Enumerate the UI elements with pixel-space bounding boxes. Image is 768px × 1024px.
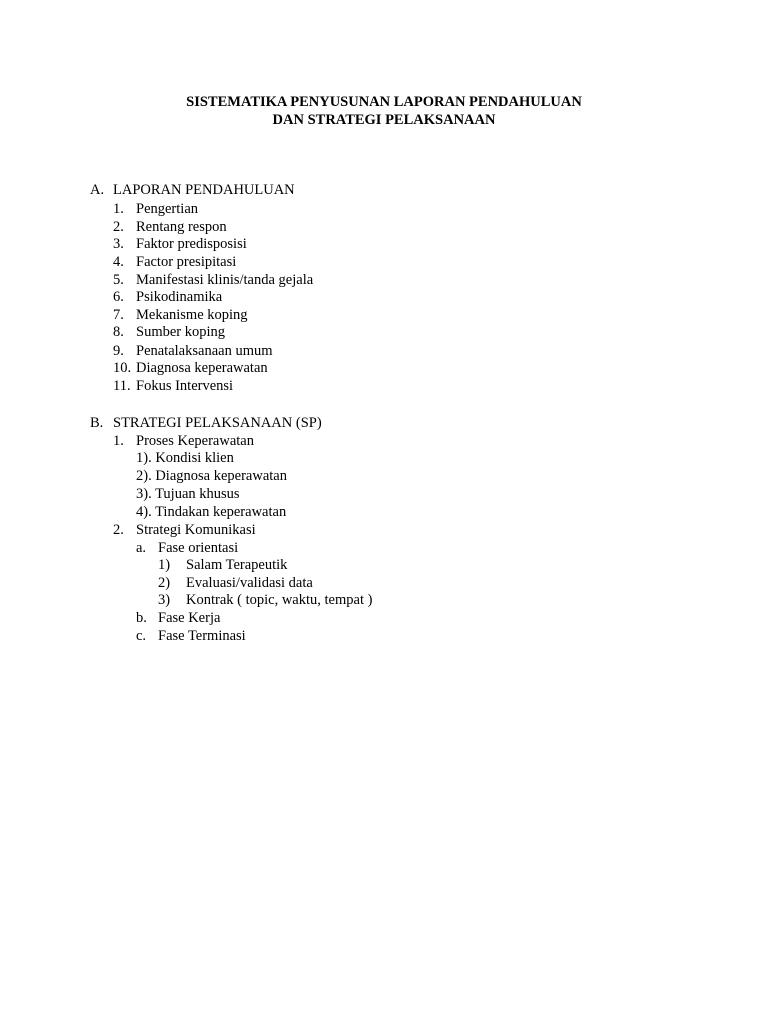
list-item-number: 2. bbox=[113, 522, 124, 538]
list-item-number: 6. bbox=[113, 289, 124, 305]
list-item: Penatalaksanaan umum bbox=[136, 343, 273, 359]
list-item-number: 1. bbox=[113, 433, 124, 449]
section-a-heading: LAPORAN PENDAHULUAN bbox=[113, 182, 295, 198]
sub-list-item: 4). Tindakan keperawatan bbox=[136, 504, 287, 520]
sub-list-item: 2). Diagnosa keperawatan bbox=[136, 468, 287, 484]
section-b-marker: B. bbox=[90, 415, 104, 431]
list-item-number: 11. bbox=[113, 378, 131, 394]
step-item: Salam Terapeutik bbox=[186, 557, 288, 573]
step-number: 2) bbox=[158, 575, 171, 591]
list-item: Mekanisme koping bbox=[136, 307, 248, 323]
step-number: 3) bbox=[158, 592, 171, 608]
sub-list-item: 1). Kondisi klien bbox=[136, 450, 234, 466]
list-item: Diagnosa keperawatan bbox=[136, 360, 268, 376]
step-number: 1) bbox=[158, 557, 171, 573]
sub-list-item: 3). Tujuan khusus bbox=[136, 486, 240, 502]
list-item: Proses Keperawatan bbox=[136, 433, 254, 449]
section-a-marker: A. bbox=[90, 182, 105, 198]
list-item-number: 3. bbox=[113, 236, 124, 252]
list-item: Psikodinamika bbox=[136, 289, 223, 305]
list-item-number: 2. bbox=[113, 219, 124, 235]
list-item-number: 4. bbox=[113, 254, 124, 270]
phase-marker: c. bbox=[136, 628, 147, 644]
phase-item: Fase Terminasi bbox=[158, 628, 246, 644]
list-item: Rentang respon bbox=[136, 219, 227, 235]
document-title-line-1: SISTEMATIKA PENYUSUNAN LAPORAN PENDAHULUAN bbox=[186, 94, 582, 110]
list-item-number: 9. bbox=[113, 343, 124, 359]
list-item-number: 8. bbox=[113, 324, 124, 340]
list-item: Sumber koping bbox=[136, 324, 226, 340]
phase-marker: b. bbox=[136, 610, 147, 626]
step-item: Evaluasi/validasi data bbox=[186, 575, 313, 591]
list-item-number: 10. bbox=[113, 360, 132, 376]
document-title-line-2: DAN STRATEGI PELAKSANAAN bbox=[272, 112, 496, 128]
list-item: Pengertian bbox=[136, 201, 199, 217]
list-item: Factor presipitasi bbox=[136, 254, 237, 270]
phase-marker: a. bbox=[136, 540, 147, 556]
list-item-number: 5. bbox=[113, 272, 124, 288]
phase-item: Fase Kerja bbox=[158, 610, 221, 626]
list-item: Faktor predisposisi bbox=[136, 236, 247, 252]
list-item-number: 7. bbox=[113, 307, 124, 323]
section-b-heading: STRATEGI PELAKSANAAN (SP) bbox=[113, 415, 322, 431]
list-item-number: 1. bbox=[113, 201, 124, 217]
phase-item: Fase orientasi bbox=[158, 540, 239, 556]
list-item: Fokus Intervensi bbox=[136, 378, 234, 394]
list-item: Strategi Komunikasi bbox=[136, 522, 256, 538]
step-item: Kontrak ( topic, waktu, tempat ) bbox=[186, 592, 373, 608]
list-item: Manifestasi klinis/tanda gejala bbox=[136, 272, 314, 288]
